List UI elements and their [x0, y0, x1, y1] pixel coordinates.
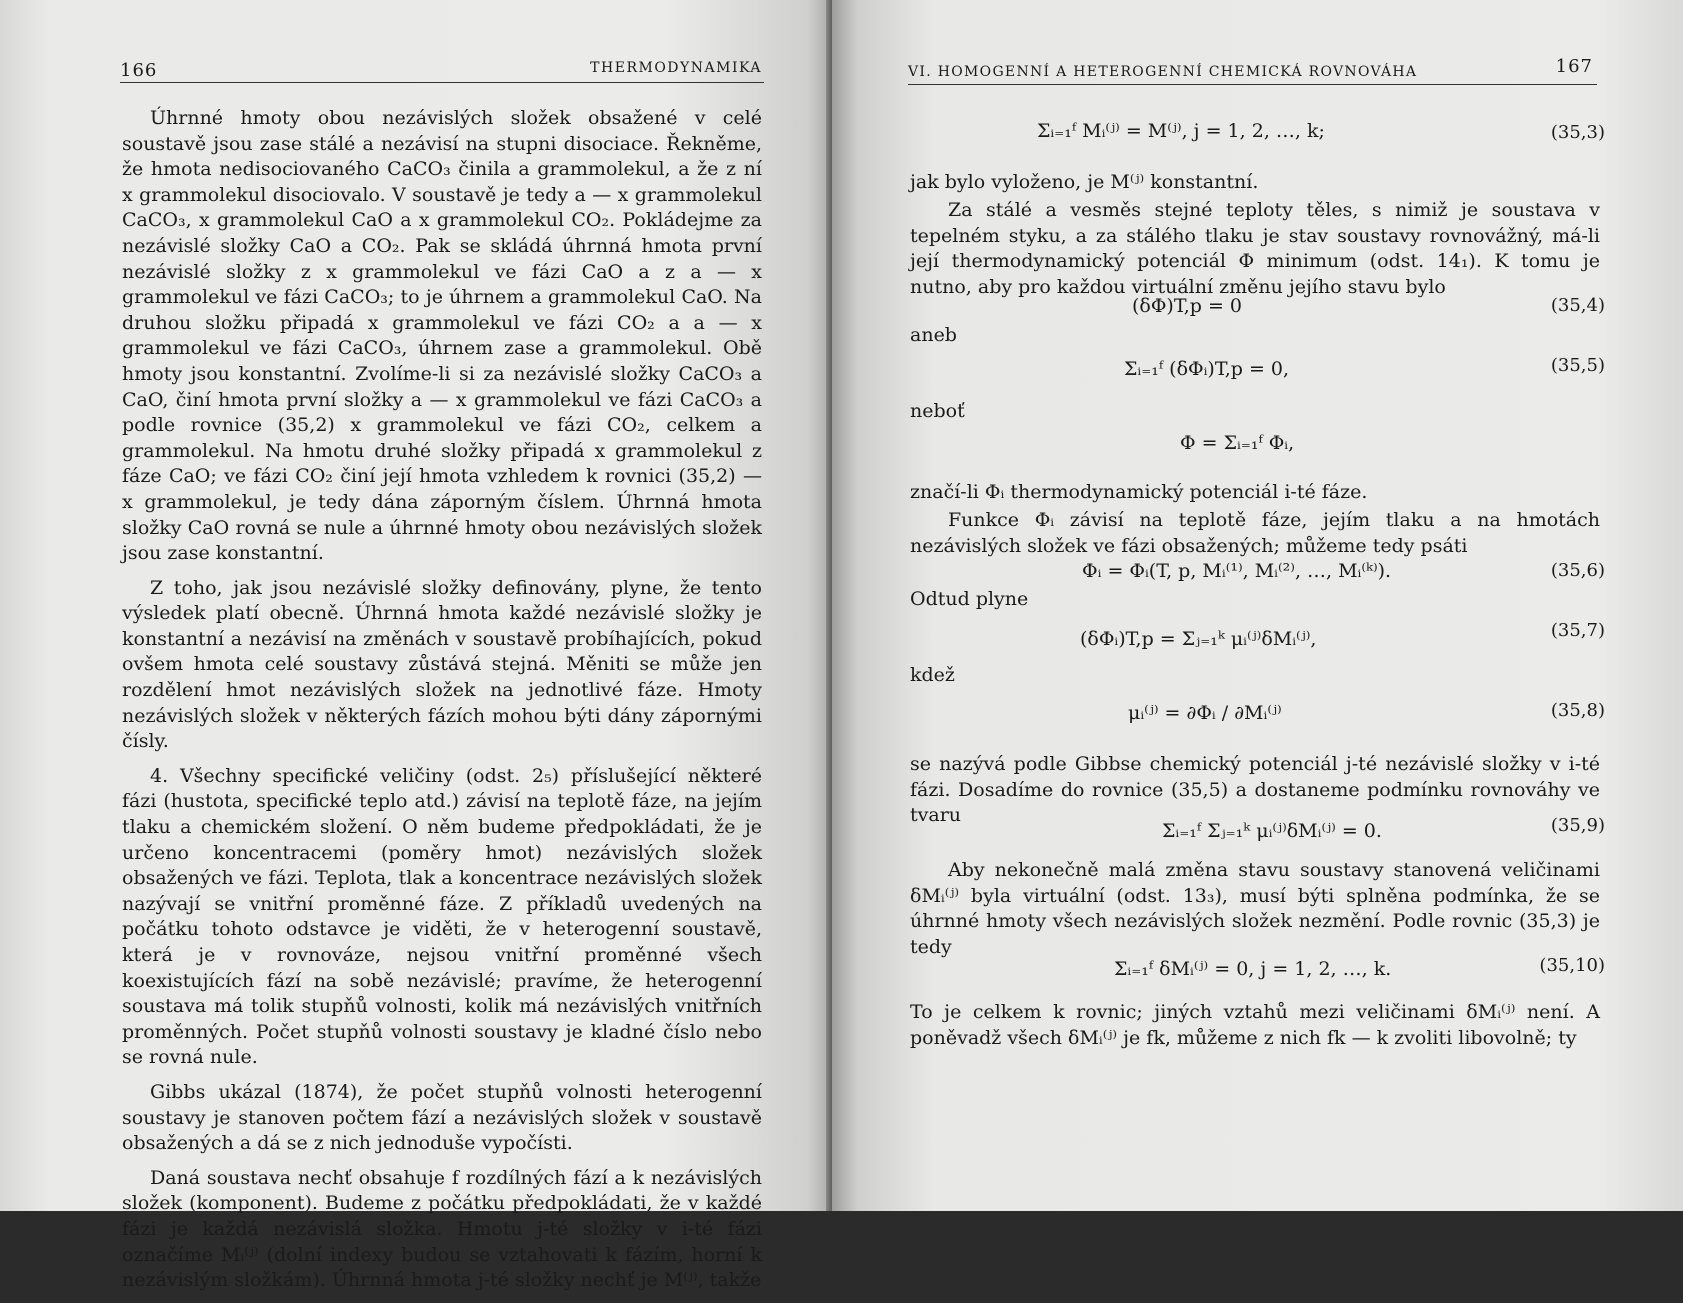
paragraph: To je celkem k rovnic; jiných vztahů mezi veličinami δMᵢ⁽ʲ⁾ není. A poněvadž všech δMᵢ⁽ʲ⁾ je fk, můžeme z nich fk — k zvoliti libovolně; ty — [910, 1001, 1600, 1049]
paragraph: Úhrnné hmoty obou nezávislých složek obsažené v celé soustavě jsou zase stálé a nezávisí na stupni disociace. Řekněme, že hmota nedisociovaného CaCO₃ činila a grammolekul, a že z ní x grammolekul disociovalo. V soustavě je tedy a — x grammolekul CaCO₃, x grammolekul CaO a x grammolekul CO₂. Pokládejme za nezávislé složky CaO a CO₂. Pak se skládá úhrnná hmota první nezávislé složky z x grammolekul ve fázi CaO a z a — x grammolekul ve fázi CaCO₃; to je úhrnem a grammolekul CaO. Na druhou složku připadá x grammolekul ve fázi CO₂ a a — x grammolekul ve fázi CaCO₃, úhrnem zase a grammolekul. Obě hmoty jsou konstantní. Zvolíme-li si za nezávislé složky CaCO₃ a CaO, činí hmota první složky a — x grammolekul ve fázi CaCO₃ a podle rovnice (35,2) x grammolekul ve fázi CO₂, celkem a grammolekul. Na hmotu druhé složky připadá x grammolekul z fáze CaO; ve fázi CO₂ činí její hmota vzhledem k rovnici (35,2) — x grammolekul, je tedy dána záporným číslem. Úhrnná hmota složky CaO rovná se nule a úhrnné hmoty obou nezávislých složek jsou zase konstantní. — [122, 107, 762, 565]
equation-35-6: Φᵢ = Φᵢ(T, p, Mᵢ⁽¹⁾, Mᵢ⁽²⁾, …, Mᵢ⁽ᵏ⁾). — [1082, 560, 1392, 582]
equation-number: (35,10) — [1539, 955, 1605, 976]
left-body-text — [122, 106, 762, 1303]
equation-number: (35,7) — [1550, 620, 1605, 641]
equation-number: (35,3) — [1550, 122, 1605, 143]
paragraph: Funkce Φᵢ závisí na teplotě fáze, jejím tlaku a na hmotách nezávislých složek ve fázi obsažených; můžeme tedy psáti — [910, 509, 1600, 557]
equation-35-9: Σᵢ₌₁ᶠ Σⱼ₌₁ᵏ μᵢ⁽ʲ⁾δMᵢ⁽ʲ⁾ = 0. — [1162, 820, 1382, 842]
text-line: značí-li Φᵢ thermodynamický potenciál i-té fáze. — [910, 481, 1368, 503]
connective-word: neboť — [910, 400, 965, 422]
paragraph: Gibbs ukázal (1874), že počet stupňů volnosti heterogenní soustavy je stanoven počtem fází a nezávislých složek v soustavě obsažených a dá se z nich jednoduše vypočísti. — [122, 1080, 762, 1155]
right-page — [832, 0, 1683, 1211]
equation-number: (35,6) — [1550, 560, 1605, 581]
connective-word: Odtud plyne — [910, 588, 1029, 610]
equation-35-7: (δΦᵢ)T,p = Σⱼ₌₁ᵏ μᵢ⁽ʲ⁾δMᵢ⁽ʲ⁾, — [1080, 628, 1317, 650]
equation-35-3: Σᵢ₌₁ᶠ Mᵢ⁽ʲ⁾ = M⁽ʲ⁾, j = 1, 2, …, k; — [1037, 120, 1325, 142]
equation-35-5: Σᵢ₌₁ᶠ (δΦᵢ)T,p = 0, — [1124, 358, 1290, 380]
running-head: VI. HOMOGENNÍ A HETEROGENNÍ CHEMICKÁ ROVNOVÁHA — [908, 64, 1418, 80]
paragraph: Za stálé a vesměs stejné teploty těles, s nimiž je soustava v tepelném styku, a za stálého tlaku je stav soustavy rovnovážný, má-li její thermodynamický potenciál Φ minimum (odst. 14₁). K tomu je nutno, aby pro každou virtuální změnu jejího stavu bylo — [910, 199, 1600, 298]
page-number: 167 — [1555, 56, 1593, 77]
equation-35-10: Σᵢ₌₁ᶠ δMᵢ⁽ʲ⁾ = 0, j = 1, 2, …, k. — [1114, 958, 1392, 980]
paragraph: Daná soustava nechť obsahuje f rozdílných fází a k nezávislých složek (komponent). Budeme z počátku předpokládati, že v každé fázi je každá nezávislá složka. Hmotu j-té složky v i-té fázi označíme Mᵢ⁽ʲ⁾ (dolní indexy budou se vztahovati k fázím, horní k nezávislým složkám). Úhrnná hmota j-té složky nechť je M⁽ʲ⁾, takže — [122, 1166, 762, 1292]
equation-phi-sum: Φ = Σᵢ₌₁ᶠ Φᵢ, — [1180, 432, 1295, 454]
paragraph: se nazývá podle Gibbse chemický potenciál j-té nezávislé složky v i-té fázi. Dosadíme do rovnice (35,5) a dostaneme podmínku rovnováhy ve tvaru — [910, 753, 1600, 827]
paragraph: Z toho, jak jsou nezávislé složky definovány, plyne, že tento výsledek platí obecně. Úhrnná hmota každé nezávislé složky je konstantní a nezávisí na změnách v soustavě probíhajících, pokud ovšem hmota celé soustavy zůstává stejná. Měniti se může jen rozdělení hmot nezávislých složek na jednotlivé fáze. Hmoty nezávislých složek v některých fázích mohou býti dány zápornými čísly. — [122, 576, 762, 753]
equation-35-4: (δΦ)T,p = 0 — [1132, 295, 1243, 317]
header-rule — [120, 82, 764, 83]
text-line: jak bylo vyloženo, je M⁽ʲ⁾ konstantní. — [910, 171, 1259, 193]
running-head: THERMODYNAMIKA — [590, 60, 762, 76]
paragraph: 4. Všechny specifické veličiny (odst. 2₅) příslušející některé fázi (hustota, specifické teplo atd.) závisí na teplotě fáze, na jejím tlaku a chemickém složení. O něm budeme předpokládati, že je určeno koncentracemi (poměry hmot) nezávislých složek obsažených ve fázi. Teplota, tlak a koncentrace nezávislých složek nazývají se vnitřní proměnné fáze. Z příkladů uvedených na počátku tohoto odstavce je viděti, že v heterogenní soustavě, která je v rovnováze, nejsou vnitřní proměnné všech koexistujících fází na sobě nezávislé; pravíme, že heterogenní soustava má tolik stupňů volnosti, kolik má nezávislých vnitřních proměnných. Počet stupňů volnosti soustavy je kladné číslo nebo se rovná nule. — [122, 764, 762, 1069]
equation-number: (35,9) — [1550, 815, 1605, 836]
left-page — [0, 0, 832, 1292]
equation-35-8: μᵢ⁽ʲ⁾ = ∂Φᵢ / ∂Mᵢ⁽ʲ⁾ — [1128, 702, 1282, 724]
paragraph: Aby nekonečně malá změna stavu soustavy stanovená veličinami δMᵢ⁽ʲ⁾ byla virtuální (odst. 13₃), musí býti splněna podmínka, že se úhrnné hmoty všech nezávislých složek nezmění. Podle rovnic (35,3) je tedy — [910, 859, 1600, 958]
equation-number: (35,8) — [1550, 700, 1605, 721]
equation-number: (35,4) — [1550, 295, 1605, 316]
connective-word: kdež — [910, 664, 955, 686]
header-rule — [908, 84, 1597, 85]
equation-number: (35,5) — [1550, 355, 1605, 376]
connective-word: aneb — [910, 324, 957, 346]
page-number: 166 — [120, 60, 158, 81]
